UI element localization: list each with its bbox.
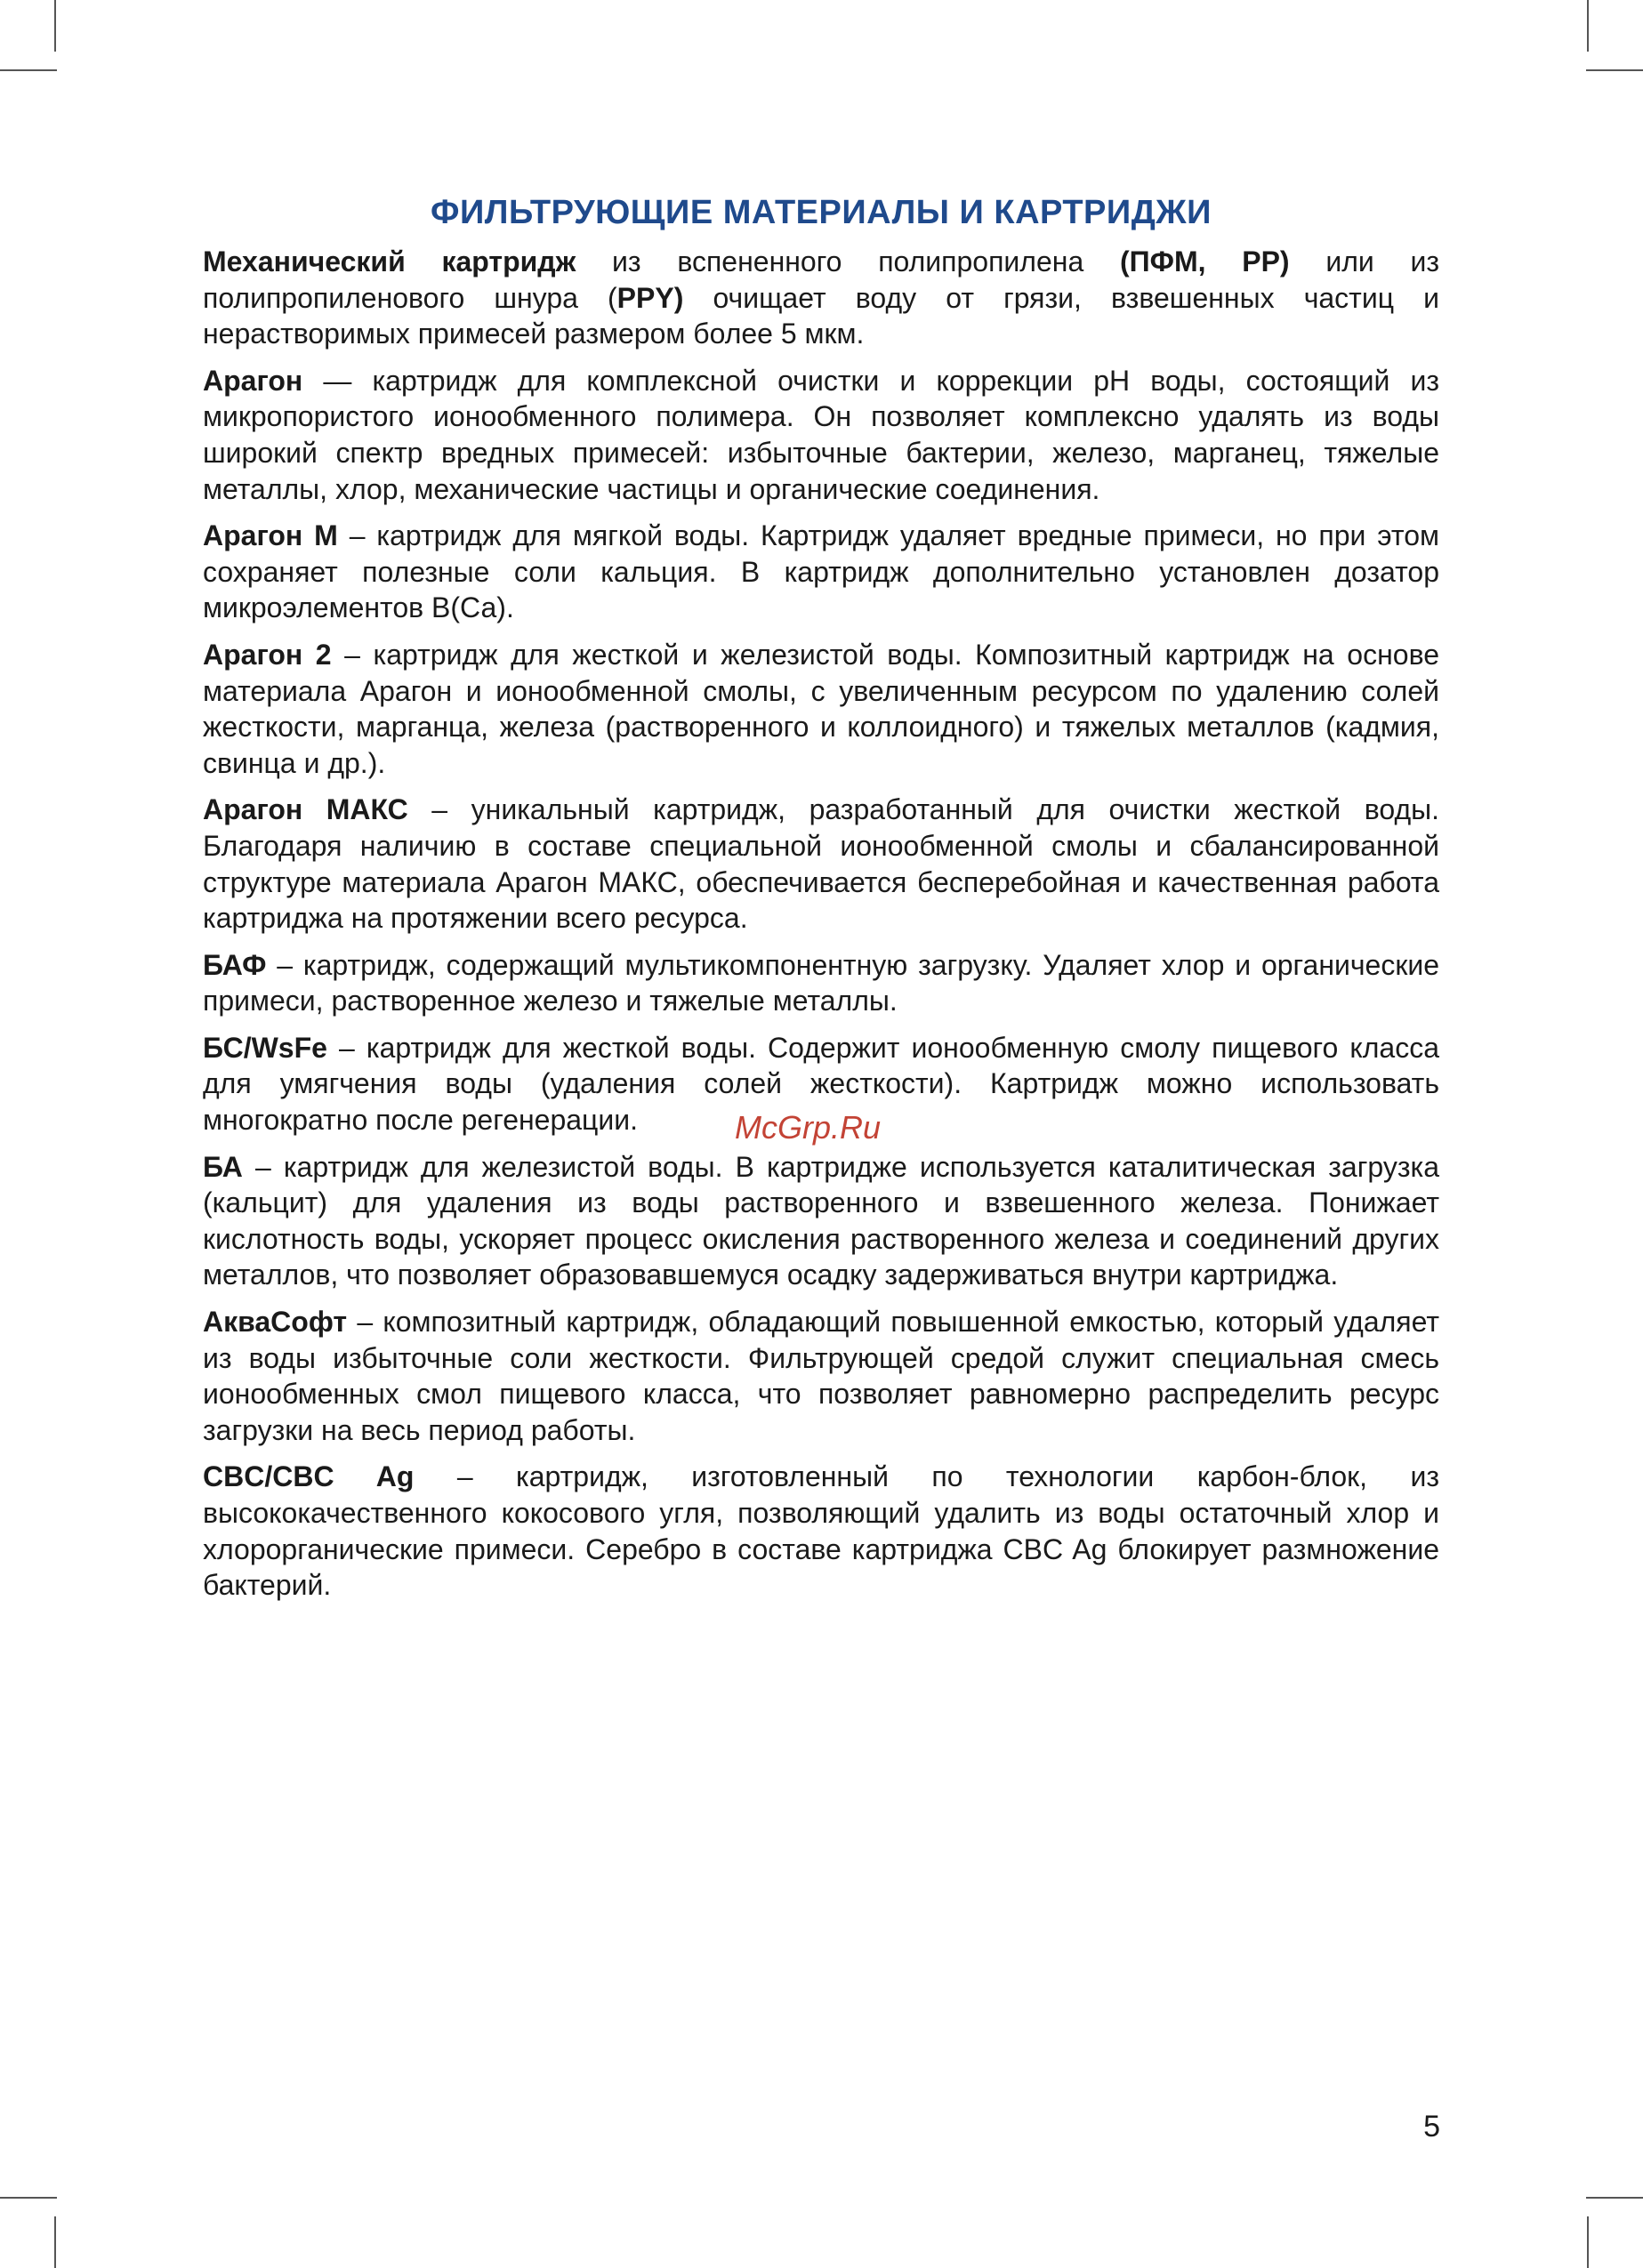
crop-mark-bottom-right bbox=[1587, 2216, 1589, 2268]
crop-mark-top-left bbox=[54, 0, 56, 52]
crop-mark-bottom-right-horizontal bbox=[1586, 2197, 1643, 2199]
term-bold: БА bbox=[203, 1150, 243, 1183]
para-cbc bbox=[203, 1459, 1439, 1603]
paragraph-text: – картридж для жесткой воды. Содержит ионообменную смолу пищевого класса для умягчения воды (удаления солей жесткости). Картридж можно использовать многократно после регенерации. bbox=[203, 1031, 1439, 1137]
paragraph-text: – уникальный картридж, разработанный для очистки жесткой воды. Благодаря наличию в составе специальной ионообменной смолы и сбалансированной структуре материала Арагон МАКС, обеспечивается бесперебойная и качественная работа картриджа на протяжении всего ресурса. bbox=[203, 793, 1440, 935]
paragraph-text: из вспененного полипропилена bbox=[576, 245, 1120, 277]
paragraph-text: – картридж для мягкой воды. Картридж удаляет вредные примеси, но при этом сохраняет полезные соли кальция. В картридж дополнительно установлен дозатор микроэлементов В(Са). bbox=[203, 519, 1440, 624]
para-baf bbox=[203, 947, 1439, 1019]
term-bold: Арагон М bbox=[203, 519, 338, 552]
term-bold: CBC/CBC Ag bbox=[203, 1460, 415, 1493]
paragraph-text: – картридж для жесткой и железистой воды. Композитный картридж на основе материала Арагон и ионообменной смолы, с увеличенным ресурсом по удалению солей жесткости, марганца, железа (растворенного и коллоидного) и тяжелых металлов (кадмия, свинца и др.). bbox=[203, 638, 1440, 779]
paragraph-text: очищает воду от грязи, взвешенных частиц и нерастворимых примесей размером более 5 мкм. bbox=[203, 281, 1440, 350]
para-ba bbox=[203, 1149, 1439, 1293]
para-aragon-2 bbox=[203, 637, 1439, 781]
term-bold: (ПФМ, PP) bbox=[1119, 245, 1290, 277]
crop-mark-top-right bbox=[1587, 0, 1589, 52]
term-bold: PPY) bbox=[616, 281, 684, 314]
page-title: ФИЛЬТРУЮЩИЕ МАТЕРИАЛЫ И КАРТРИДЖИ bbox=[431, 194, 1212, 231]
paragraph-text: – картридж, содержащий мультикомпонентную загрузку. Удаляет хлор и органические примеси, растворенное железо и тяжелые металлы. bbox=[203, 948, 1439, 1017]
para-aragon-m bbox=[203, 518, 1439, 626]
paragraph-text: – композитный картридж, обладающий повышенной емкостью, который удаляет из воды избыточные соли жесткости. Фильтрующей средой служит специальная смесь ионообменных смол пищевого класса, что позволяет равномерно распределить ресурс загрузки на весь период работы. bbox=[203, 1306, 1439, 1446]
paragraph-text: или из полипропиленового шнура ( bbox=[203, 245, 1440, 314]
crop-mark-top-right-horizontal bbox=[1586, 69, 1643, 71]
para-mechanical bbox=[203, 244, 1439, 352]
term-bold: Арагон 2 bbox=[203, 638, 332, 671]
page-number: 5 bbox=[1423, 2110, 1440, 2143]
crop-mark-top-left-horizontal bbox=[0, 69, 57, 71]
term-bold: БАФ bbox=[203, 948, 267, 981]
term-bold: Арагон bbox=[203, 364, 303, 397]
paragraph-text: – картридж, изготовленный по технологии карбон-блок, из высококачественного кокосового угля, позволяющий удалить из воды остаточный хлор и хлорорганические примеси. Серебро в составе картриджа CBC Ag блокирует размножение бактерий. bbox=[203, 1460, 1440, 1602]
term-bold: Арагон МАКС bbox=[203, 793, 408, 826]
crop-mark-bottom-left bbox=[54, 2216, 56, 2268]
para-aragon-max bbox=[203, 792, 1439, 936]
para-aragon bbox=[203, 363, 1439, 507]
crop-mark-bottom-left-horizontal bbox=[0, 2197, 57, 2199]
term-bold: АкваСофт bbox=[203, 1306, 348, 1339]
document-body bbox=[203, 244, 1439, 1614]
paragraph-text: – картридж для железистой воды. В картридже используется каталитическая загрузка (кальцит) для удаления из воды растворенного и взвешенного железа. Понижает кислотность воды, ускоряет процесс окисления растворенного железа и соединений других металлов, что позволяет образовавшемуся осадку задерживаться внутри картриджа. bbox=[203, 1150, 1439, 1291]
watermark: McGrp.Ru bbox=[735, 1109, 882, 1146]
paragraph-text: — картридж для комплексной очистки и коррекции pH воды, состоящий из микропористого ионообменного полимера. Он позволяет комплексно удалять из воды широкий спектр вредных примесей: избыточные бактерии, железо, марганец, тяжелые металлы, хлор, механические частицы и органические соединения. bbox=[203, 364, 1439, 505]
term-bold: Механический картридж bbox=[203, 245, 576, 277]
term-bold: БС/WsFe bbox=[203, 1031, 327, 1064]
para-aquasoft bbox=[203, 1304, 1439, 1448]
